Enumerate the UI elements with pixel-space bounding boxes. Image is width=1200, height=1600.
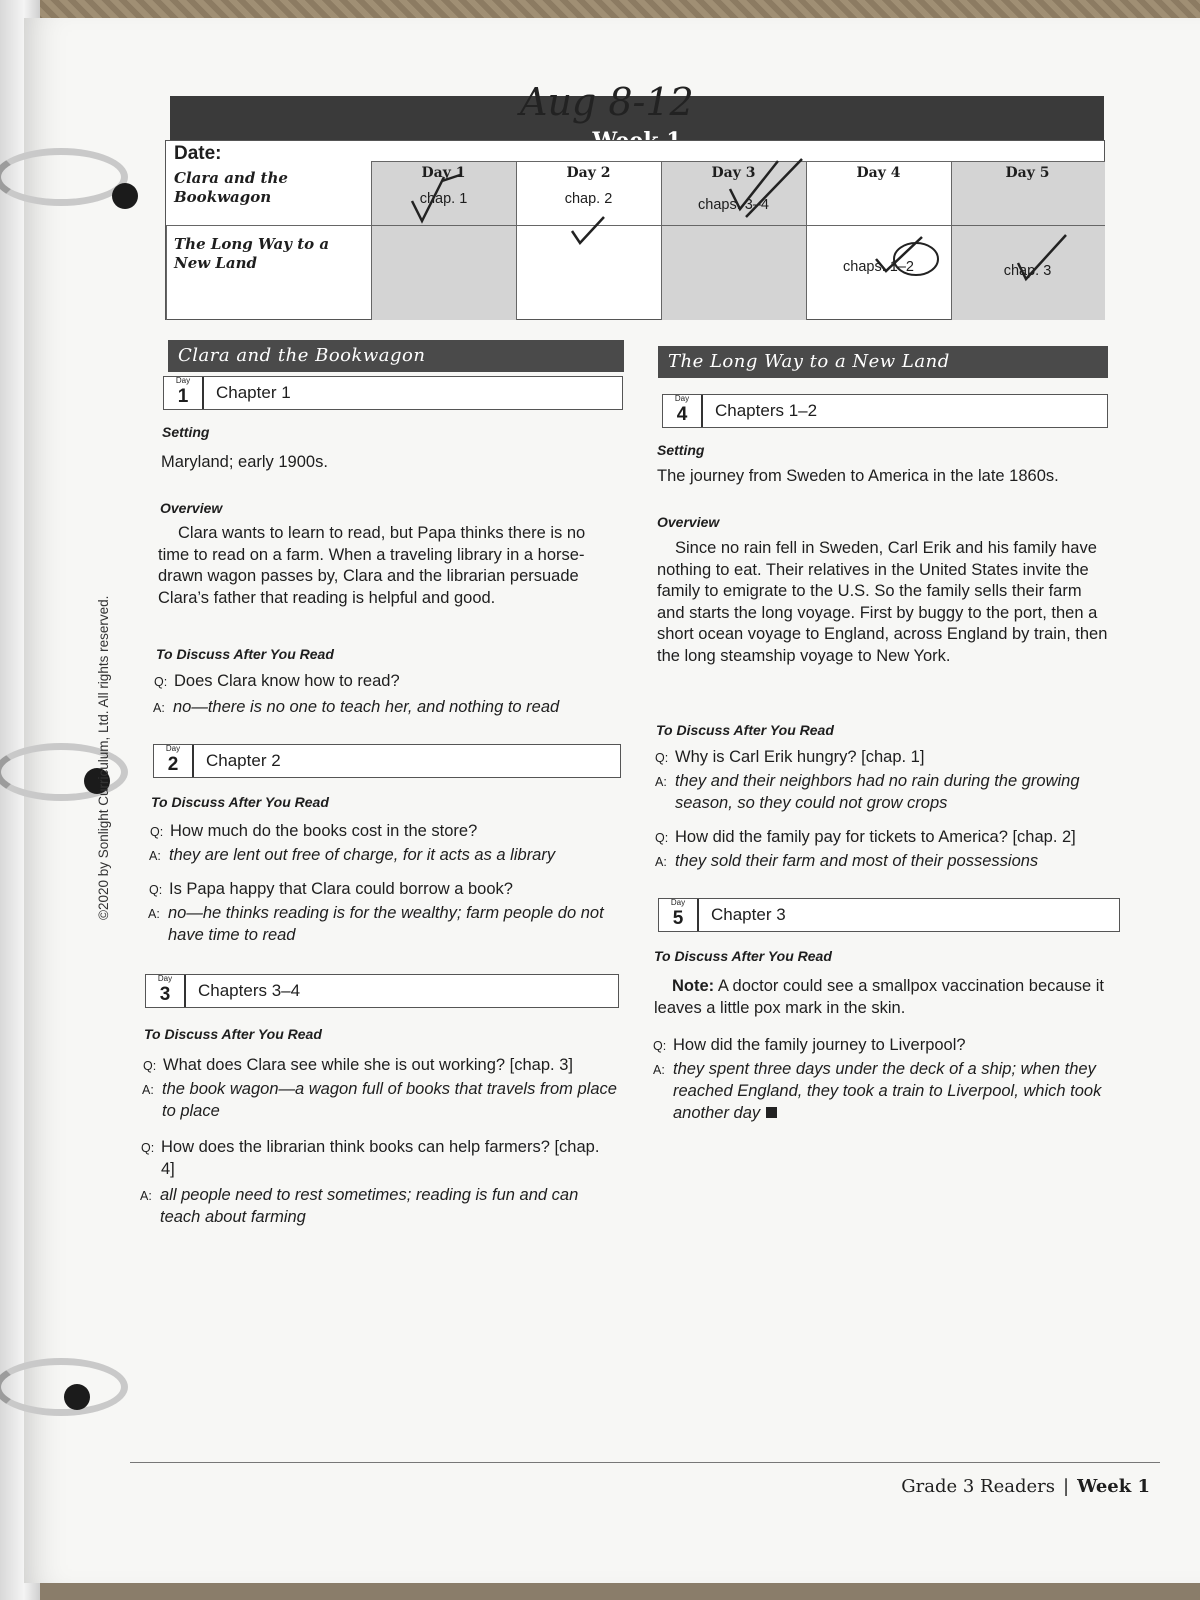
a-tag: A: [655, 855, 667, 869]
answer [149, 844, 619, 866]
r2-day4: chaps. 1–2 [843, 259, 914, 275]
footer-separator: | [1063, 1476, 1070, 1497]
r1-day2: chap. 2 [564, 191, 613, 207]
handwritten-date: Aug 8-12 [520, 80, 694, 124]
answer-text: they spent three days under the deck of a ship; when they reached England, they took a train to Liverpool, which took another day [673, 1060, 1102, 1122]
note [654, 976, 1104, 1019]
discuss-label: To Discuss After You Read [156, 646, 334, 662]
a-tag: A: [655, 775, 667, 789]
question [141, 1136, 617, 1180]
day-4-number: 4 [663, 395, 703, 427]
date-label: Date: [174, 143, 222, 164]
footer-week: Week 1 [1077, 1476, 1150, 1497]
day-2-chapter: Chapter 2 [206, 751, 281, 770]
question [655, 826, 1125, 848]
checkmark-icon [1006, 229, 1076, 289]
day-5-small: Day [670, 898, 686, 907]
q-tag: Q: [143, 1059, 157, 1073]
answer [142, 1078, 618, 1122]
row-2-book: The Long Way to a New Land [174, 235, 330, 272]
schedule-table [165, 140, 1105, 320]
a-tag: A: [149, 849, 161, 863]
day-3-box [145, 974, 619, 1008]
setting-label: Setting [657, 442, 705, 458]
a-tag: A: [148, 907, 160, 921]
question [653, 1034, 1123, 1056]
answer-text: no—there is no one to teach her, and nothing to read [173, 698, 560, 716]
course-name: Grade 3 Readers [901, 1476, 1055, 1497]
binder-ring [0, 1358, 128, 1416]
a-tag: A: [653, 1063, 665, 1077]
cell-r2-d1 [371, 225, 517, 320]
day-3-number: 3 [146, 975, 186, 1007]
question-text: How did the family pay for tickets to America? [chap. 2] [675, 828, 1076, 846]
question-text: Does Clara know how to read? [174, 672, 400, 690]
question-text: How does the librarian think books can help farmers? [chap. 4] [161, 1138, 600, 1178]
setting-text: The journey from Sweden to America in the late 1860s. [657, 467, 1059, 485]
answer [653, 1058, 1119, 1124]
q-tag: Q: [655, 831, 669, 845]
cell-r2-d3 [661, 225, 807, 320]
day-5-number: 5 [659, 899, 699, 931]
checkmark-icon [406, 171, 466, 231]
question [150, 820, 620, 842]
footer-rule [130, 1462, 1160, 1463]
q-tag: Q: [150, 825, 164, 839]
q-tag: Q: [653, 1039, 667, 1053]
question-text: Why is Carl Erik hungry? [chap. 1] [675, 748, 925, 766]
checkmark-icon [726, 155, 806, 225]
question [154, 670, 614, 692]
day-5-header: Day 5 [1005, 165, 1050, 181]
a-tag: A: [153, 701, 165, 715]
question-text: Is Papa happy that Clara could borrow a book? [169, 880, 513, 898]
day-1-box [163, 376, 623, 410]
answer-text: no—he thinks reading is for the wealthy; farm people do not have time to read [168, 904, 604, 944]
day-1-chapter: Chapter 1 [216, 383, 291, 402]
discuss-label: To Discuss After You Read [151, 794, 329, 810]
setting-text: Maryland; early 1900s. [161, 453, 328, 471]
answer-text: the book wagon—a wagon full of books that travels from place to place [162, 1080, 617, 1120]
note-text: A doctor could see a smallpox vaccination because it leaves a little pox mark in the skin. [654, 977, 1104, 1017]
day-2-number: 2 [154, 745, 194, 777]
punch-hole [64, 1384, 90, 1410]
a-tag: A: [142, 1083, 154, 1097]
question-text: How did the family journey to Liverpool? [673, 1036, 966, 1054]
answer-text: they are lent out free of charge, for it acts as a library [169, 846, 556, 864]
answer-text: they sold their farm and most of their possessions [675, 852, 1039, 870]
day-1-small: Day [175, 376, 191, 385]
setting-label: Setting [162, 424, 210, 440]
day-4-header: Day 4 [856, 165, 901, 181]
overview-text: Since no rain fell in Sweden, Carl Erik and his family have nothing to eat. Their relatives in the United States invite the family to emigrate to the U.S. So the family sells their farm and starts the long voyage. First by buggy to the port, then a short ocean voyage to England, across England by train, then the long steamship voyage to New York. [657, 539, 1108, 665]
right-book-title: The Long Way to a New Land [658, 346, 1108, 378]
answer [655, 770, 1115, 814]
q-tag: Q: [149, 883, 163, 897]
day-1-header: Day 1 [421, 165, 466, 181]
q-tag: Q: [141, 1141, 155, 1155]
question-text: What does Clara see while she is out working? [chap. 3] [163, 1056, 573, 1074]
answer-text: all people need to rest sometimes; reading is fun and can teach about farming [160, 1186, 579, 1226]
answer [655, 850, 1125, 872]
answer [148, 902, 618, 946]
question-text: How much do the books cost in the store? [170, 822, 478, 840]
left-book-title: Clara and the Bookwagon [168, 340, 624, 372]
overview-label: Overview [657, 514, 720, 530]
q-tag: Q: [154, 675, 168, 689]
r2-day5: chap. 3 [1003, 263, 1052, 279]
row-1-book: Clara and the Bookwagon [174, 169, 288, 206]
day-3-small: Day [157, 974, 173, 983]
overview-label: Overview [160, 500, 223, 516]
day-2-header: Day 2 [566, 165, 611, 181]
end-square-icon [766, 1107, 777, 1118]
day-1-number: 1 [164, 377, 204, 409]
r1-day1: chap. 1 [419, 191, 468, 207]
day-5-box [658, 898, 1120, 932]
answer-text: they and their neighbors had no rain during the growing season, so they could not grow crops [675, 772, 1080, 812]
discuss-label: To Discuss After You Read [654, 948, 832, 964]
a-tag: A: [140, 1189, 152, 1203]
copyright-notice: ©2020 by Sonlight Curriculum, Ltd. All rights reserved. [96, 595, 111, 920]
punch-hole [112, 183, 138, 209]
discuss-label: To Discuss After You Read [144, 1026, 322, 1042]
day-4-box [662, 394, 1108, 428]
binder-ring [0, 148, 128, 206]
r1-day3: chaps. 3–4 [698, 197, 769, 213]
day-5-chapter: Chapter 3 [711, 905, 786, 924]
day-4-small: Day [674, 394, 690, 403]
day-2-small: Day [165, 744, 181, 753]
discuss-label: To Discuss After You Read [656, 722, 834, 738]
question [655, 746, 1115, 768]
checkmark-icon [866, 229, 946, 279]
answer [153, 696, 613, 718]
day-3-header: Day 3 [711, 165, 756, 181]
day-3-chapter: Chapters 3–4 [198, 981, 301, 1000]
question [143, 1054, 619, 1076]
overview-text: Clara wants to learn to read, but Papa thinks there is no time to read on a farm. When a traveling library in a horse-drawn wagon passes by, Clara and the librarian persuade Clara’s father that reading is helpful and good. [158, 524, 586, 607]
question [149, 878, 619, 900]
note-label: Note: [672, 977, 715, 995]
q-tag: Q: [655, 751, 669, 765]
day-2-box [153, 744, 621, 778]
day-4-chapter: Chapters 1–2 [715, 401, 818, 420]
checkmark-icon [566, 211, 616, 251]
answer [140, 1184, 616, 1228]
page-footer [901, 1476, 1150, 1497]
